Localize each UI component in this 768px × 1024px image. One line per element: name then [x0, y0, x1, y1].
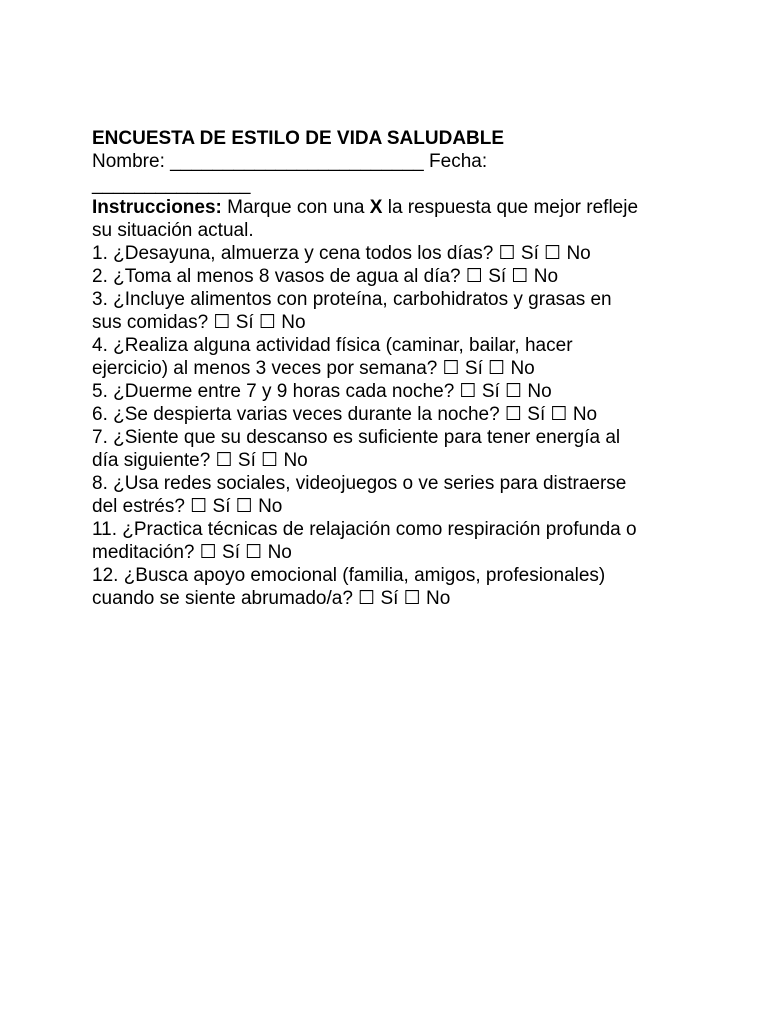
question-6	[92, 403, 698, 426]
question-text-continued: del estrés? ☐ Sí ☐ No	[92, 496, 283, 517]
question-text: 2. ¿Toma al menos 8 vasos de agua al día? ☐ Sí ☐ No	[92, 266, 559, 287]
instructions-label: Instrucciones:	[92, 197, 222, 218]
question-text-continued: cuando se siente abrumado/a? ☐ Sí ☐ No	[92, 588, 451, 609]
question-4	[92, 334, 698, 380]
question-text-continued: meditación? ☐ Sí ☐ No	[92, 542, 292, 563]
instructions	[92, 196, 698, 219]
question-text: 5. ¿Duerme entre 7 y 9 horas cada noche? ☐ Sí ☐ No	[92, 381, 552, 402]
question-text: 7. ¿Siente que su descanso es suficiente para tener energía al	[92, 427, 621, 448]
question-12	[92, 564, 698, 610]
question-text: 6. ¿Se despierta varias veces durante la noche? ☐ Sí ☐ No	[92, 404, 598, 425]
question-3	[92, 288, 698, 334]
question-text: 4. ¿Realiza alguna actividad física (caminar, bailar, hacer	[92, 335, 573, 356]
survey-document	[92, 126, 698, 610]
question-7	[92, 426, 698, 472]
instructions-continued: su situación actual.	[92, 220, 254, 241]
date-blank-line: _______________	[92, 174, 251, 195]
question-8	[92, 472, 698, 518]
question-text: 1. ¿Desayuna, almuerza y cena todos los días? ☐ Sí ☐ No	[92, 243, 591, 264]
question-text: 12. ¿Busca apoyo emocional (familia, amigos, profesionales)	[92, 565, 606, 586]
instructions-text-2: la respuesta que mejor refleje	[382, 197, 639, 218]
question-2	[92, 265, 698, 288]
question-11	[92, 518, 698, 564]
question-text: 8. ¿Usa redes sociales, videojuegos o ve series para distraerse	[92, 473, 627, 494]
question-text: 3. ¿Incluye alimentos con proteína, carbohidratos y grasas en	[92, 289, 612, 310]
question-text: 11. ¿Practica técnicas de relajación como respiración profunda o	[92, 519, 637, 540]
instructions-mark: X	[369, 197, 383, 218]
question-1	[92, 242, 698, 265]
question-text-continued: día siguiente? ☐ Sí ☐ No	[92, 450, 308, 471]
question-text-continued: ejercicio) al menos 3 veces por semana? ☐ Sí ☐ No	[92, 358, 535, 379]
name-date-line: Nombre: ________________________ Fecha:	[92, 151, 488, 172]
question-text-continued: sus comidas? ☐ Sí ☐ No	[92, 312, 306, 333]
question-5	[92, 380, 698, 403]
document-title: ENCUESTA DE ESTILO DE VIDA SALUDABLE	[92, 128, 505, 149]
instructions-text-1: Marque con una	[221, 197, 370, 218]
